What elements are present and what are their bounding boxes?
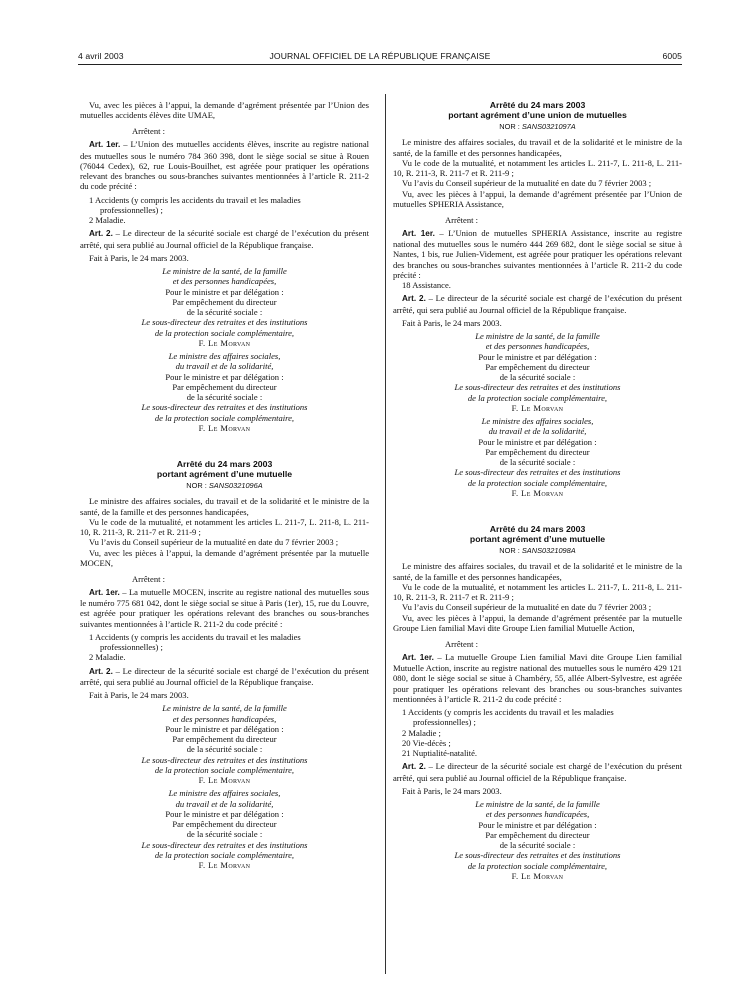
article-1-label: Art. 1er. xyxy=(89,140,121,150)
signatory-name: F. Le Morvan xyxy=(511,870,564,881)
article-2-label: Art. 2. xyxy=(402,762,426,772)
list-item: 2 Maladie. xyxy=(89,652,126,663)
signature-block-sante: Le ministre de la santé, de la famille et des personnes handicapées, Pour le ministre et par délégation : Par empêchement du directeur de la sécurité sociale : Le sous-directeur des retraites et des institutions de la protection sociale complémentaire, F. Le Morvan xyxy=(80,703,369,785)
page-header xyxy=(78,51,682,63)
considerant-avis: Vu l’avis du Conseil supérieur de la mutualité en date du 7 février 2003 ; xyxy=(402,602,652,613)
considerant-code: Vu le code de la mutualité, et notamment les articles L. 211-7, L. 211-8, L. 211-10, R. 211-3, R. 211-7 et R. 211-9 ; xyxy=(80,516,369,538)
branches-list-spheria xyxy=(393,280,682,290)
branches-list-lien-familial xyxy=(393,707,682,758)
article-1-umae: Art. 1er. – L’Union des mutuelles accidents élèves, inscrite au registre national des mutuelles sous le numéro 784 360 398, dont le siège social se situe à Rouen (76044 Cedex), 62, rue Louis-Bouilhet, est agréée pour pratiquer les opérations relevant des branches ou sous-branches suivantes mentionnées à l’article R. 211-2 du code précité : xyxy=(80,139,369,192)
signature-block-affaires-sociales: Le ministre des affaires sociales, du travail et de la solidarité, Pour le ministre et par délégation : Par empêchement du directeur de la sécurité sociale : Le sous-directeur des retraites et des institutions de la protection sociale complémentaire, F. Le Morvan xyxy=(80,351,369,433)
article-2-label: Art. 2. xyxy=(402,294,426,304)
fait-a-paris: Fait à Paris, le 24 mars 2003. xyxy=(89,252,189,263)
signatory-name: F. Le Morvan xyxy=(511,402,564,413)
list-item-continued: professionnelles) ; xyxy=(100,204,163,215)
header-rule xyxy=(78,64,682,65)
list-item: 2 Maladie. xyxy=(89,215,126,225)
column-divider xyxy=(385,94,386,974)
article-2-label: Art. 2. xyxy=(89,229,113,239)
fait-a-paris: Fait à Paris, le 24 mars 2003. xyxy=(402,785,502,796)
article-1-label: Art. 1er. xyxy=(89,587,120,597)
header-date: 4 avril 2003 xyxy=(78,51,124,61)
list-item: 1 Accidents (y compris les accidents du travail et les maladies xyxy=(89,631,301,642)
considerant-ministres: Le ministre des affaires sociales, du travail et de la solidarité et le ministre de la santé, de la famille et des personnes handicapées, xyxy=(393,561,682,582)
branches-list-mocen xyxy=(80,632,369,663)
nor-reference-spheria: NOR : SANS0321097A xyxy=(499,121,576,131)
list-item: 20 Vie-décès ; xyxy=(402,737,451,748)
list-item: 1 Accidents (y compris les accidents du travail et les maladies xyxy=(402,707,614,718)
signatory-name: F. Le Morvan xyxy=(511,487,564,498)
article-2-spheria: Art. 2. – Le directeur de la sécurité sociale est chargé de l’exécution du présent arrêté, qui sera publié au Journal officiel de la République française. xyxy=(393,293,682,315)
article-1-mocen: Art. 1er. – La mutuelle MOCEN, inscrite au registre national des mutuelles sous le numéro 775 681 042, dont le siège social se situe à Paris (1er), 15, rue du Louvre, est agréée pour pratiquer les opérations relevant des branches ou sous-branches suivantes mentionnées à l’article R. 211-2 du code précité : xyxy=(80,586,369,629)
arretent-label: Arrêtent : xyxy=(132,573,165,584)
header-journal-title: JOURNAL OFFICIEL DE LA RÉPUBLIQUE FRANÇAISE xyxy=(269,51,491,61)
fait-a-paris: Fait à Paris, le 24 mars 2003. xyxy=(89,690,189,701)
list-item-continued: professionnelles) ; xyxy=(100,642,163,653)
vu-demande-lien-familial: Vu, avec les pièces à l’appui, la demande d’agrément présentée par la mutuelle Groupe Lien familial Mavi dite Groupe Lien familial Mutuelle Action, xyxy=(393,612,682,633)
signatory-name: F. Le Morvan xyxy=(198,775,251,786)
signatory-name: F. Le Morvan xyxy=(198,422,251,433)
article-2-lien-familial: Art. 2. – Le directeur de la sécurité sociale est chargé de l’exécution du présent arrêté, qui sera publié au Journal officiel de la République française. xyxy=(393,761,682,783)
arretent-label: Arrêtent : xyxy=(445,638,478,649)
branches-list-umae xyxy=(80,195,369,226)
list-item: 18 Assistance. xyxy=(402,280,451,291)
article-2-label: Art. 2. xyxy=(89,666,113,676)
article-2-mocen: Art. 2. – Le directeur de la sécurité sociale est chargé de l’exécution du présent arrêté, qui sera publié au Journal officiel de la République française. xyxy=(80,665,369,687)
nor-reference-mocen: NOR : SANS0321096A xyxy=(186,480,263,490)
arrete-subtitle-mocen: portant agrément d’une mutuelle xyxy=(156,469,293,480)
arrete-title-mocen: Arrêté du 24 mars 2003 xyxy=(176,459,273,469)
signature-block-sante: Le ministre de la santé, de la famille et des personnes handicapées, Pour le ministre et par délégation : Par empêchement du directeur de la sécurité sociale : Le sous-directeur des retraites et des institutions de la protection sociale complémentaire, F. Le Morvan xyxy=(393,799,682,881)
list-item: 2 Maladie ; xyxy=(402,727,441,738)
considerant-ministres: Le ministre des affaires sociales, du travail et de la solidarité et le ministre de la santé, de la famille et des personnes handicapées, xyxy=(393,137,682,158)
arrete-title-spheria: Arrêté du 24 mars 2003 xyxy=(489,100,586,110)
arrete-subtitle-spheria: portant agrément d’une union de mutuelles xyxy=(448,110,627,121)
left-column xyxy=(80,100,369,870)
vu-demande-spheria: Vu, avec les pièces à l’appui, la demande d’agrément présentée par l’Union de mutuelles SPHERIA Assistance, xyxy=(393,188,682,209)
header-page-number: 6005 xyxy=(662,51,682,61)
list-item: 21 Nuptialité-natalité. xyxy=(402,748,477,759)
arretent-label: Arrêtent : xyxy=(132,126,165,136)
fait-a-paris: Fait à Paris, le 24 mars 2003. xyxy=(402,317,502,328)
considerant-code: Vu le code de la mutualité, et notamment les articles L. 211-7, L. 211-8, L. 211-10, R. 211-3, R. 211-7 et R. 211-9 ; xyxy=(393,157,682,179)
nor-reference-lien-familial: NOR : SANS0321098A xyxy=(499,545,576,555)
vu-demande-mocen: Vu, avec les pièces à l’appui, la demande d’agrément présentée par la mutuelle MOCEN, xyxy=(80,547,369,568)
article-1-lien-familial: Art. 1er. – La mutuelle Groupe Lien familial Mavi dite Groupe Lien familial Mutuelle Action, inscrite au registre national des mutuelles sous le numéro 429 121 080, dont le siège social se situe à Chambéry, 55, allée Albert-Sylvestre, est agréée pour pratiquer les opérations relevant des branches ou sous-branches suivantes mentionnées à l’article R. 211-2 du code précité : xyxy=(393,651,682,704)
considerant-avis: Vu l’avis du Conseil supérieur de la mutualité en date du 7 février 2003 ; xyxy=(89,537,339,548)
signature-block-affaires-sociales: Le ministre des affaires sociales, du travail et de la solidarité, Pour le ministre et par délégation : Par empêchement du directeur de la sécurité sociale : Le sous-directeur des retraites et des institutions de la protection sociale complémentaire, F. Le Morvan xyxy=(393,416,682,498)
signature-block-affaires-sociales: Le ministre des affaires sociales, du travail et de la solidarité, Pour le ministre et par délégation : Par empêchement du directeur de la sécurité sociale : Le sous-directeur des retraites et des institutions de la protection sociale complémentaire, F. Le Morvan xyxy=(80,788,369,870)
considerant-code: Vu le code de la mutualité, et notamment les articles L. 211-7, L. 211-8, L. 211-10, R. 211-3, R. 211-7 et R. 211-9 ; xyxy=(393,581,682,603)
vu-demande-umae: Vu, avec les pièces à l’appui, la demande d’agrément présentée par l’Union des mutuelles accidents élèves dite UMAE, xyxy=(80,100,369,121)
signature-block-sante: Le ministre de la santé, de la famille et des personnes handicapées, Pour le ministre et par délégation : Par empêchement du directeur de la sécurité sociale : Le sous-directeur des retraites et des institutions de la protection sociale complémentaire, F. Le Morvan xyxy=(393,331,682,413)
list-item: 1 Accidents (y compris les accidents du travail et les maladies xyxy=(89,194,301,205)
arretent-label: Arrêtent : xyxy=(445,214,478,225)
article-1-label: Art. 1er. xyxy=(402,652,434,662)
considerant-avis: Vu l’avis du Conseil supérieur de la mutualité en date du 7 février 2003 ; xyxy=(402,178,652,189)
signatory-name: F. Le Morvan xyxy=(198,337,251,348)
article-2-umae: Art. 2. – Le directeur de la sécurité sociale est chargé de l’exécution du présent arrêté, qui sera publié au Journal officiel de la République française. xyxy=(80,228,369,250)
list-item-continued: professionnelles) ; xyxy=(413,717,476,728)
article-1-spheria: Art. 1er. – L’Union de mutuelles SPHERIA Assistance, inscrite au registre national des mutuelles sous le numéro 444 269 682, dont le siège social se situe à Nantes, 1 bis, rue Julien-Videment, est agréée pour pratiquer les opérations relevant des branches ou sous-branches suivantes mentionnées à l’article R. 211-2 du code précité : xyxy=(393,227,682,280)
article-1-label: Art. 1er. xyxy=(402,228,435,238)
arrete-subtitle-lien-familial: portant agrément d’une mutuelle xyxy=(469,534,606,545)
signature-block-sante: Le ministre de la santé, de la famille et des personnes handicapées, Pour le ministre et par délégation : Par empêchement du directeur de la sécurité sociale : Le sous-directeur des retraites et des institutions de la protection sociale complémentaire, F. Le Morvan xyxy=(80,266,369,348)
signatory-name: F. Le Morvan xyxy=(198,860,251,871)
right-column xyxy=(393,100,682,881)
considerant-ministres: Le ministre des affaires sociales, du travail et de la solidarité et le ministre de la santé, de la famille et des personnes handicapées, xyxy=(80,496,369,517)
arrete-title-lien-familial: Arrêté du 24 mars 2003 xyxy=(489,524,586,535)
